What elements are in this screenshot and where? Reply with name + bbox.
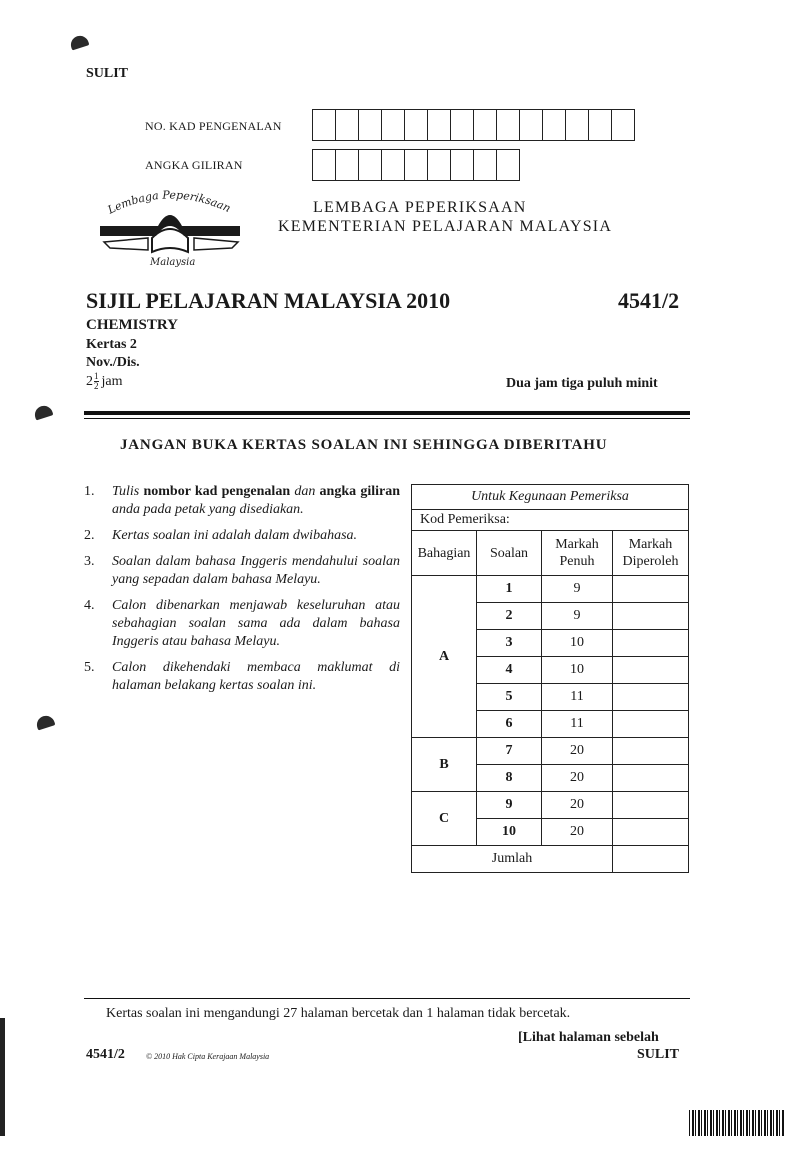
marks-obtained-cell[interactable] <box>613 684 689 711</box>
question-number: 7 <box>477 738 542 765</box>
section-a: A <box>412 576 477 738</box>
question-number: 3 <box>477 630 542 657</box>
page-count-note: Kertas soalan ini mengandungi 27 halaman bercetak dan 1 halaman tidak bercetak. <box>106 1006 571 1021</box>
punch-hole <box>35 714 56 731</box>
id-digit-box[interactable] <box>451 149 474 181</box>
punch-hole <box>69 34 90 51</box>
warning-banner: JANGAN BUKA KERTAS SOALAN INI SEHINGGA DIBERITAHU <box>120 437 608 453</box>
id-digit-box[interactable] <box>474 149 497 181</box>
instruction-text: Tulis nombor kad pengenalan dan angka giliran anda pada petak yang disediakan. <box>112 484 400 517</box>
question-number: 8 <box>477 765 542 792</box>
institution-line1: LEMBAGA PEPERIKSAAN <box>313 199 527 216</box>
see-next-page: [Lihat halaman sebelah <box>518 1030 659 1045</box>
id-digit-box[interactable] <box>543 109 566 141</box>
divider-thin <box>84 418 690 419</box>
col-header-soalan: Soalan <box>477 531 542 576</box>
instruction-item <box>84 527 400 545</box>
full-marks: 10 <box>542 630 613 657</box>
scan-edge-mark <box>0 1018 5 1136</box>
id-digit-box[interactable] <box>497 109 520 141</box>
question-number: 2 <box>477 603 542 630</box>
institution-line2: KEMENTERIAN PELAJARAN MALAYSIA <box>278 218 613 235</box>
marks-obtained-cell[interactable] <box>613 576 689 603</box>
full-marks: 10 <box>542 657 613 684</box>
id-digit-box[interactable] <box>428 109 451 141</box>
copyright: © 2010 Hak Cipta Kerajaan Malaysia <box>146 1052 270 1061</box>
id-digit-box[interactable] <box>428 149 451 181</box>
instruction-number: 2. <box>84 528 95 543</box>
duration-numerator: 1 <box>94 371 99 381</box>
id-digit-box[interactable] <box>359 109 382 141</box>
logo-arc-text: Lembaga Peperiksaan <box>105 188 233 217</box>
full-marks: 9 <box>542 576 613 603</box>
col-header-bahagian: Bahagian <box>412 531 477 576</box>
marks-obtained-cell[interactable] <box>613 765 689 792</box>
logo-bottom-text: Malaysia <box>150 257 196 268</box>
duration-whole: 2 <box>86 373 93 389</box>
instructions-list <box>84 483 400 703</box>
instruction-text: Calon dibenarkan menjawab keseluruhan atau sebahagian soalan sama ada dalam bahasa Inggeris atau bahasa Melayu. <box>112 598 400 649</box>
id-digit-box[interactable] <box>405 149 428 181</box>
instruction-number: 5. <box>84 660 95 675</box>
full-marks: 20 <box>542 792 613 819</box>
col-header-markah-penuh: Markah Penuh <box>542 531 613 576</box>
total-row <box>412 846 689 873</box>
marks-obtained-cell[interactable] <box>613 603 689 630</box>
id-digit-box[interactable] <box>497 149 520 181</box>
id-digit-box[interactable] <box>336 109 359 141</box>
instruction-item <box>84 553 400 589</box>
id-digit-box[interactable] <box>382 109 405 141</box>
barcode <box>689 1110 785 1136</box>
question-number: 4 <box>477 657 542 684</box>
full-marks: 11 <box>542 711 613 738</box>
question-number: 1 <box>477 576 542 603</box>
full-marks: 20 <box>542 819 613 846</box>
punch-hole <box>33 404 54 421</box>
instruction-text: Soalan dalam bahasa Inggeris mendahului soalan yang sepadan dalam bahasa Melayu. <box>112 554 400 587</box>
question-number: 9 <box>477 792 542 819</box>
total-label: Jumlah <box>412 846 613 873</box>
exam-title: SIJIL PELAJARAN MALAYSIA 2010 <box>86 288 451 313</box>
instruction-number: 1. <box>84 484 95 499</box>
duration-denominator: 2 <box>94 381 99 391</box>
id-digit-box[interactable] <box>359 149 382 181</box>
full-marks: 9 <box>542 603 613 630</box>
id-digit-box[interactable] <box>566 109 589 141</box>
id-digit-box[interactable] <box>520 109 543 141</box>
total-marks-cell[interactable] <box>613 846 689 873</box>
marks-obtained-cell[interactable] <box>613 738 689 765</box>
full-marks: 11 <box>542 684 613 711</box>
marks-obtained-cell[interactable] <box>613 819 689 846</box>
instruction-text: Calon dikehendaki membaca maklumat di halaman belakang kertas soalan ini. <box>112 660 400 693</box>
id-digit-box[interactable] <box>313 109 336 141</box>
angka-giliran-label: ANGKA GILIRAN <box>145 158 243 172</box>
instruction-number: 4. <box>84 598 95 613</box>
divider-thick <box>84 411 690 415</box>
table-title: Untuk Kegunaan Pemeriksa <box>412 485 689 510</box>
question-number: 6 <box>477 711 542 738</box>
ic-label: NO. KAD PENGENALAN <box>145 119 282 133</box>
question-number: 5 <box>477 684 542 711</box>
id-digit-box[interactable] <box>313 149 336 181</box>
table-row <box>412 576 689 603</box>
marks-obtained-cell[interactable] <box>613 630 689 657</box>
footer-divider <box>84 998 690 999</box>
exam-session: Nov./Dis. <box>86 355 140 370</box>
table-row <box>412 792 689 819</box>
full-marks: 20 <box>542 765 613 792</box>
sulit-bottom: SULIT <box>637 1047 680 1062</box>
id-digit-box[interactable] <box>382 149 405 181</box>
instruction-text: Kertas soalan ini adalah dalam dwibahasa. <box>112 528 358 543</box>
id-digit-box[interactable] <box>451 109 474 141</box>
question-number: 10 <box>477 819 542 846</box>
section-b: B <box>412 738 477 792</box>
examiner-marks-table <box>411 484 689 873</box>
instruction-item <box>84 483 400 519</box>
lembaga-peperiksaan-logo <box>88 186 254 268</box>
id-digit-box[interactable] <box>336 149 359 181</box>
marks-obtained-cell[interactable] <box>613 792 689 819</box>
section-c: C <box>412 792 477 846</box>
sulit-top: SULIT <box>86 66 129 81</box>
col-header-markah-diperoleh: Markah Diperoleh <box>613 531 689 576</box>
id-digit-box[interactable] <box>474 109 497 141</box>
footer-paper-code: 4541/2 <box>86 1047 125 1062</box>
ic-number-boxes[interactable] <box>312 109 635 141</box>
duration-unit: jam <box>101 373 123 389</box>
duration-words: Dua jam tiga puluh minit <box>506 376 658 391</box>
id-digit-box[interactable] <box>612 109 635 141</box>
id-digit-box[interactable] <box>405 109 428 141</box>
marks-obtained-cell[interactable] <box>613 657 689 684</box>
paper-code: 4541/2 <box>618 288 680 313</box>
instruction-number: 3. <box>84 554 95 569</box>
examiner-code-label[interactable]: Kod Pemeriksa: <box>412 510 689 531</box>
marks-obtained-cell[interactable] <box>613 711 689 738</box>
instruction-item <box>84 597 400 651</box>
duration-fraction <box>86 372 123 391</box>
angka-giliran-boxes[interactable] <box>312 149 520 181</box>
table-row <box>412 738 689 765</box>
subject: CHEMISTRY <box>86 317 178 333</box>
paper-number: Kertas 2 <box>86 337 137 352</box>
id-digit-box[interactable] <box>589 109 612 141</box>
instruction-item <box>84 659 400 695</box>
full-marks: 20 <box>542 738 613 765</box>
